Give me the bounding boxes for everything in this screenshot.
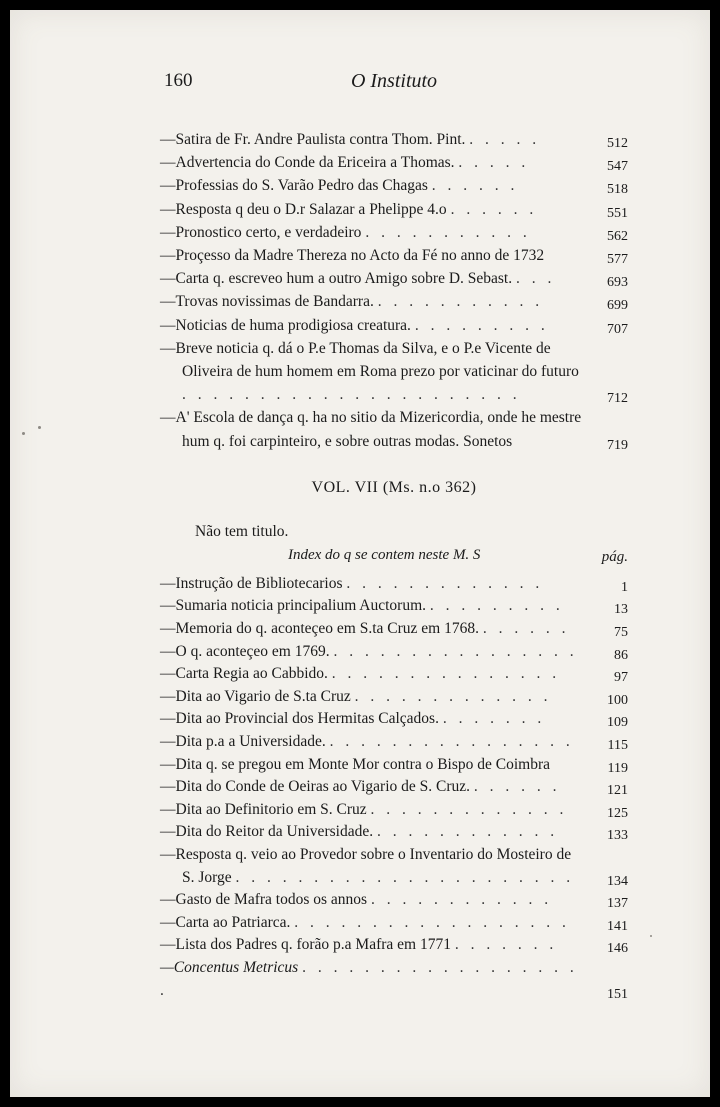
entry-page: 100 <box>607 692 628 708</box>
page-content <box>160 70 628 1002</box>
dot-leader: . . . . . . . . . . . . . <box>354 687 552 705</box>
dot-leader: . . . . . . . . . . . . . <box>370 800 568 818</box>
entry-page: 512 <box>607 136 628 151</box>
book-page <box>10 10 710 1097</box>
paper-speck <box>650 935 652 937</box>
list-item <box>160 174 628 197</box>
list-item <box>160 198 628 221</box>
entry-title: —O q. aconteçeo em 1769. <box>160 642 330 660</box>
entry-title: —Lista dos Padres q. forão p.a Mafra em 1771 <box>160 936 451 954</box>
entry-title: —Resposta q deu o D.r Salazar a Phelippe 4.o <box>160 200 447 218</box>
dot-leader: . . . . . . <box>473 778 561 796</box>
dot-leader: . . . . . . . <box>442 710 546 728</box>
list-item <box>160 844 628 889</box>
list-item <box>160 889 628 912</box>
running-head <box>160 70 628 100</box>
list-item <box>160 641 628 664</box>
entry-title: —Professias do S. Varão Pedro das Chagas <box>160 177 428 195</box>
entry-page: 137 <box>607 896 628 912</box>
entry-page: 518 <box>607 182 628 198</box>
list-item <box>160 290 628 313</box>
entry-title: —Satira de Fr. Andre Paulista contra Thom. Pint. <box>160 131 466 148</box>
dot-leader: . . . . . . . . . . . . . . . . . . . . . . <box>235 868 575 886</box>
entries-bottom <box>160 573 628 1002</box>
entry-page: 707 <box>607 321 628 337</box>
list-item <box>160 686 628 709</box>
list-item <box>160 128 628 151</box>
list-item <box>160 337 628 407</box>
entry-page: 577 <box>607 252 628 268</box>
entry-page: 719 <box>607 437 628 453</box>
entry-title: —Dita do Reitor da Universidade. <box>160 823 374 841</box>
dot-leader: . . . . . <box>458 154 530 172</box>
list-item <box>160 934 628 957</box>
page-number: 160 <box>164 70 193 91</box>
entry-title: —Resposta q. veio ao Provedor sobre o Inventario do Mosteiro de S. Jorge <box>160 845 572 886</box>
entry-title: —Trovas novissimas de Bandarra. <box>160 293 374 311</box>
paper-speck <box>38 426 41 429</box>
dot-leader: . . . . . . . . . . . . . . . . <box>333 642 578 660</box>
dot-leader: . . . . . . . <box>454 936 558 954</box>
entry-page: 97 <box>614 670 628 686</box>
index-row <box>160 547 628 571</box>
dot-leader: . . . . . <box>469 131 541 148</box>
list-item <box>160 754 628 777</box>
entry-page: 693 <box>607 275 628 291</box>
entry-title: —Gasto de Mafra todos os annos <box>160 891 368 909</box>
entry-title: —Dita ao Provincial dos Hermitas Calçados. <box>160 710 439 728</box>
entry-title: —Pronostico certo, e verdadeiro <box>160 223 362 241</box>
list-item <box>160 776 628 799</box>
list-item <box>160 151 628 174</box>
entry-title: —Advertencia do Conde da Ericeira a Thomas. <box>160 154 455 172</box>
list-item <box>160 244 628 267</box>
entry-page: 133 <box>607 828 628 844</box>
list-item <box>160 221 628 244</box>
dot-leader: . . . . . . . . . . . . . . . . <box>329 733 574 750</box>
entry-title: —Dita ao Vigario de S.ta Cruz <box>160 687 351 705</box>
list-item <box>160 821 628 844</box>
entry-title: —Concentus Metricus <box>160 958 299 976</box>
list-item <box>160 406 628 452</box>
entry-page: 86 <box>614 647 628 663</box>
entry-title: —Instrução de Bibliotecarios <box>160 574 343 592</box>
list-item <box>160 595 628 618</box>
dot-leader: . . . . . . . . . . . . . . . . . . <box>294 913 570 931</box>
entries-top <box>160 128 628 453</box>
entry-page: 146 <box>607 941 628 957</box>
entry-title: —Proçesso da Madre Thereza no Acto da Fé no anno de 1732 <box>160 247 545 265</box>
paper-speck <box>22 432 25 435</box>
entry-page: 699 <box>607 298 628 314</box>
list-item <box>160 799 628 822</box>
entry-page: 121 <box>607 783 628 799</box>
entry-title: —Dita q. se pregou em Monte Mor contra o Bispo de Coimbra <box>160 755 551 773</box>
entry-title: —Carta Regia ao Cabbido. <box>160 665 328 683</box>
entry-title: —Noticias de huma prodigiosa creatura. <box>160 316 411 334</box>
list-item <box>160 731 628 754</box>
entry-page: 75 <box>614 625 628 641</box>
dot-leader: . . . . . . . . . . . . <box>370 891 553 909</box>
dot-leader: . . . . . . . . . <box>429 597 564 615</box>
dot-leader: . . . . . . . . . <box>414 316 549 334</box>
list-item <box>160 314 628 337</box>
entry-page: 134 <box>607 873 628 889</box>
entry-title: —Breve noticia q. dá o P.e Thomas da Silva, e o P.e Vicente de Oliveira de hum homem em Roma prezo por vaticinar do futuro <box>160 339 579 381</box>
index-title: Index do q se contem neste M. S <box>288 546 481 563</box>
dot-leader: . . . . . . . . . . . . . . . <box>331 665 561 683</box>
list-item <box>160 573 628 596</box>
list-item <box>160 267 628 290</box>
dot-leader: . . . . . . <box>431 177 519 195</box>
entry-page: 13 <box>614 602 628 618</box>
dot-leader: . . . . . . <box>450 200 538 218</box>
entry-page: 109 <box>607 715 628 731</box>
entry-page: 547 <box>607 159 628 175</box>
list-item <box>160 618 628 641</box>
entry-title: —A' Escola de dança q. ha no sitio da Mizericordia, onde he mestre hum q. foi carpinteiro, e sobre outras modas. Sonetos <box>160 409 582 450</box>
no-title-note: Não tem titulo. <box>195 522 289 540</box>
running-title: O Instituto <box>350 70 438 92</box>
entry-title: —Dita p.a a Universidade. <box>160 733 326 750</box>
page-column-label: pág. <box>601 548 628 565</box>
entry-page: 551 <box>607 205 628 221</box>
list-item <box>160 912 628 935</box>
entry-title: —Dita do Conde de Oeiras ao Vigario de S. Cruz. <box>160 778 471 796</box>
entry-title: —Dita ao Definitorio em S. Cruz <box>160 800 367 818</box>
entry-title: —Carta q. escreveo hum a outro Amigo sobre D. Sebast. <box>160 270 513 288</box>
dot-leader: . . . . . . . . . . . . <box>376 823 559 841</box>
entry-page: 1 <box>621 579 628 595</box>
entry-title: —Memoria do q. aconteçeo em S.ta Cruz em 1768. <box>160 620 479 638</box>
dot-leader: . . . . . . . . . . . <box>365 223 531 241</box>
entry-page: 151 <box>607 986 628 1002</box>
dot-leader: . . . . . . <box>482 620 570 638</box>
list-item <box>160 957 628 1002</box>
dot-leader: . . . . . . . . . . . . . . . . . . . . . . <box>182 386 521 404</box>
entry-page: 125 <box>607 805 628 821</box>
dot-leader: . . . <box>516 270 556 288</box>
dot-leader: . . . . . . . . . . . . . <box>346 574 544 592</box>
dot-leader: . . . . . . . . . . . . . . . . . . . <box>160 958 578 999</box>
entry-page: 119 <box>607 760 628 776</box>
entry-page: 712 <box>607 391 628 407</box>
entry-page: 115 <box>607 738 628 753</box>
entry-title: —Carta ao Patriarca. <box>160 913 291 931</box>
entry-page: 562 <box>607 228 628 244</box>
entry-page: 141 <box>607 918 628 934</box>
entry-title: —Sumaria noticia principalium Auctorum. <box>160 597 427 615</box>
list-item <box>160 708 628 731</box>
dot-leader: . . . . . . . . . . . <box>377 293 544 311</box>
volume-heading: VOL. VII (Ms. n.o 362) <box>311 478 477 496</box>
list-item <box>160 663 628 686</box>
